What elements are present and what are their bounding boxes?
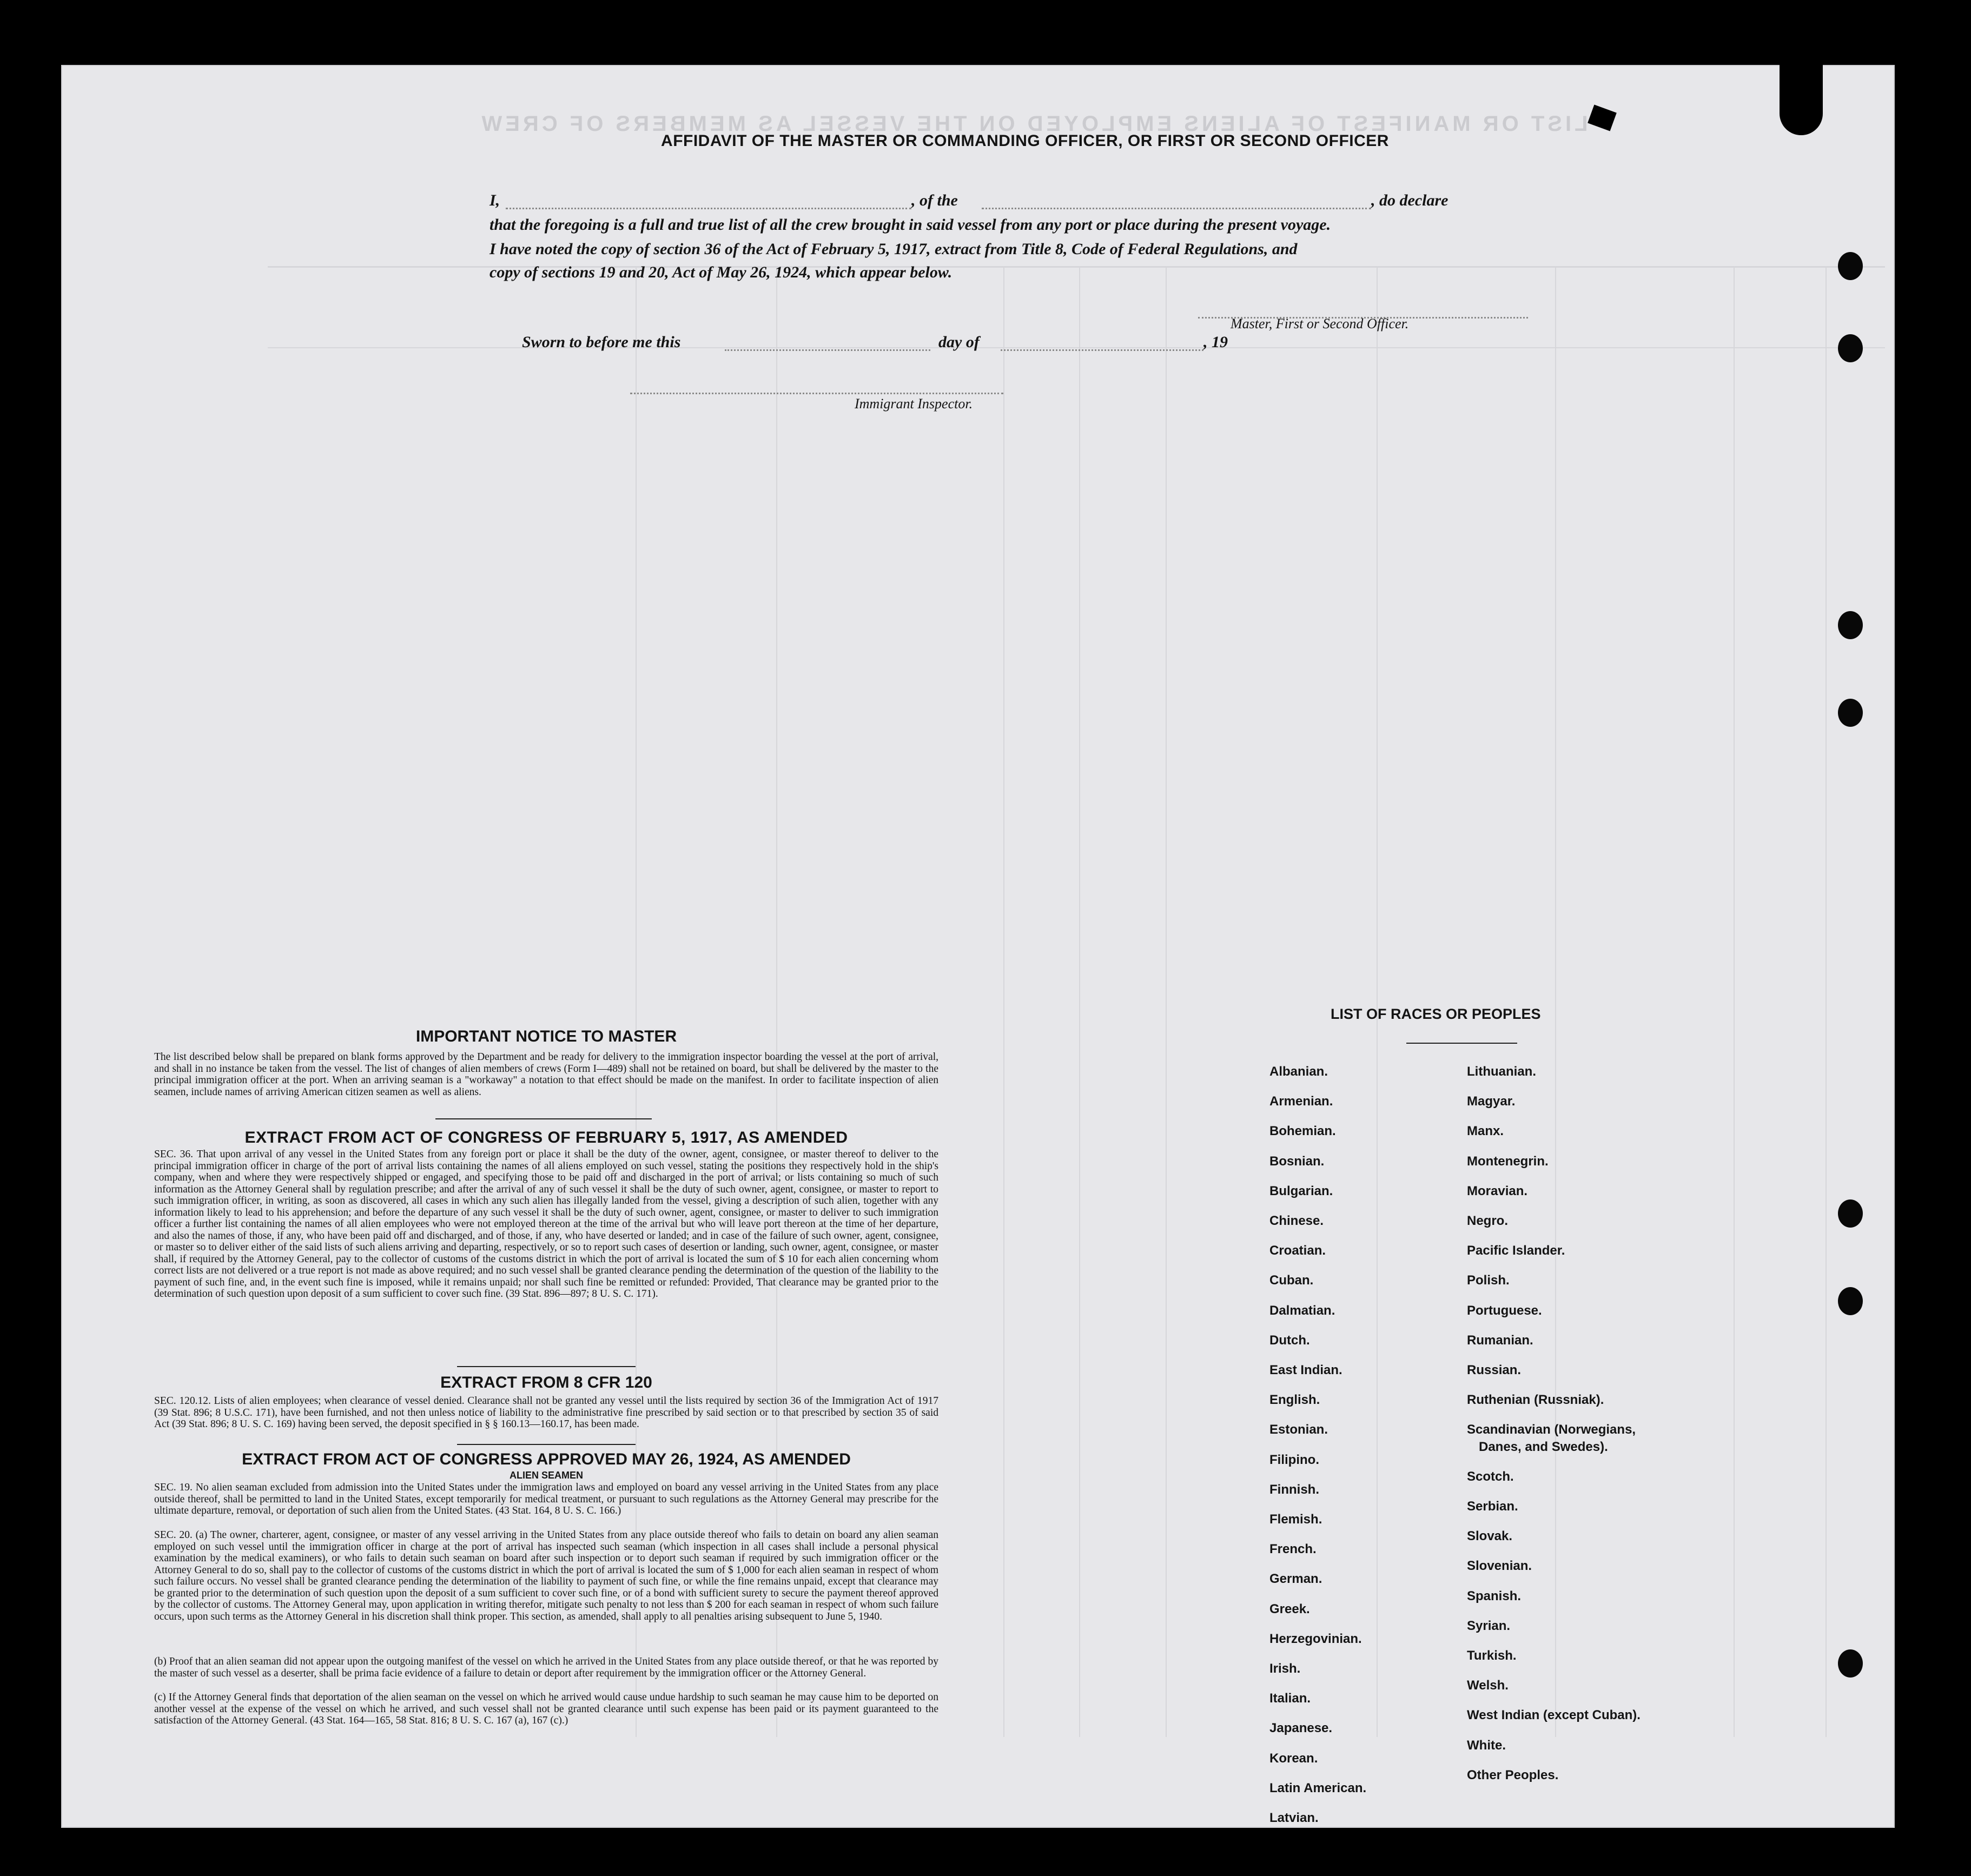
- race-item: German.: [1269, 1572, 1322, 1587]
- race-item: Polish.: [1467, 1273, 1510, 1288]
- race-item: East Indian.: [1269, 1363, 1342, 1378]
- inspector-signature-field[interactable]: [630, 381, 1003, 394]
- race-item: Slovenian.: [1467, 1559, 1532, 1574]
- affidavit-line-3: I have noted the copy of section 36 of the Act of February 5, 1917, extract from Title 8, Code of Federal Regulations, and: [490, 240, 1298, 258]
- race-item: Italian.: [1269, 1691, 1311, 1706]
- affidavit-of-the: , of the: [911, 191, 958, 209]
- binder-hole: [1838, 1287, 1863, 1315]
- race-item: Slovak.: [1467, 1529, 1513, 1544]
- master-signature-label: Master, First or Second Officer.: [1231, 316, 1409, 332]
- divider: [457, 1444, 636, 1445]
- binder-hole: [1838, 1649, 1863, 1678]
- affidavit-i: I,: [490, 191, 500, 209]
- race-item: French.: [1269, 1542, 1317, 1557]
- affidavit-line-4: copy of sections 19 and 20, Act of May 26, 1924, which appear below.: [490, 263, 953, 281]
- extract-1924-sec19: SEC. 19. No alien seaman excluded from admission into the United States under the immigration laws and employed on board any vessel arriving in the United States from any place outside thereof, shall be permitted to land in the United States, except temporarily for medical treatment, or pursuant to such regulations as the Attorney General may prescribe for the ultimate departure, removal, or deportation of such alien from the United States. (43 Stat. 164, 8 U. S. C. 166.): [154, 1482, 938, 1516]
- race-item: Scandinavian (Norwegians,: [1467, 1422, 1636, 1437]
- bleed-column: [1003, 266, 1004, 1737]
- race-item: West Indian (except Cuban).: [1467, 1708, 1641, 1723]
- race-item: Other Peoples.: [1467, 1767, 1559, 1782]
- race-item: Magyar.: [1467, 1094, 1516, 1109]
- bleed-through-title: LIST OR MANIFEST OF ALIENS EMPLOYED ON THE VESSEL AS MEMBERS OF CREW: [478, 112, 1588, 136]
- race-item: Spanish.: [1467, 1588, 1522, 1603]
- race-item: Chinese.: [1269, 1214, 1324, 1229]
- race-item: Montenegrin.: [1467, 1154, 1549, 1169]
- race-item: Lithuanian.: [1467, 1064, 1536, 1079]
- race-item: Manx.: [1467, 1124, 1504, 1139]
- year-label: , 19: [1203, 333, 1228, 351]
- race-item: Armenian.: [1269, 1094, 1333, 1109]
- race-item: Estonian.: [1269, 1422, 1328, 1437]
- bleed-column: [1826, 266, 1827, 1737]
- race-item: Dutch.: [1269, 1333, 1310, 1348]
- notice-body: The list described below shall be prepared on blank forms approved by the Department and be ready for delivery to the immigration inspector boarding the vessel at the port of arrival, and shall in no instance be taken from the vessel. The list of changes of alien members of crews (Form I—489) shall not be retained on board, but shall be delivered by the master to the principal immigration officer at the port. When an arriving seaman is a "workaway" a notation to that effect should be made on the manifest. In order to facilitate inspection of alien seamen, include names of arriving American citizen seamen as well as aliens.: [154, 1051, 938, 1098]
- race-item: Albanian.: [1269, 1064, 1328, 1079]
- race-item: Portuguese.: [1467, 1303, 1542, 1318]
- race-item: Finnish.: [1269, 1482, 1319, 1497]
- race-item: Ruthenian (Russniak).: [1467, 1393, 1604, 1408]
- inspector-signature-label: Immigrant Inspector.: [855, 396, 973, 412]
- race-item: Herzegovinian.: [1269, 1631, 1362, 1646]
- extract-cfr-title: EXTRACT FROM 8 CFR 120: [440, 1374, 652, 1391]
- race-item: Bosnian.: [1269, 1154, 1325, 1169]
- races-column-1: [1269, 1057, 1464, 1833]
- race-item: Bulgarian.: [1269, 1183, 1333, 1198]
- race-item: Cuban.: [1269, 1273, 1314, 1288]
- race-item: Japanese.: [1269, 1721, 1333, 1736]
- extract-1924-sec20a: SEC. 20. (a) The owner, charterer, agent, consignee, or master of any vessel arriving in the United States from any place outside thereof who fails to detain on board any alien seaman employed on such vessel until the immigration officer in charge at the port of arrival has inspected such seaman (which inspection in all cases shall include a personal physical examination by the medical examiners), or who fails to detain such seaman on board after such inspection or to deport such seaman if required by such immigration officer or the Attorney General to do so, shall pay to the collector of customs of the customs district in which the port of arrival is located the sum of $ 1,000 for each alien seaman in respect of whom such failure occurs. No vessel shall be granted clearance pending the determination of the liability to payment of such fine, or while the fine remains unpaid, except that clearance may be granted prior to the determination of such question upon the deposit of a sum sufficient to cover such fine, or of a bond with sufficient surety to secure the payment thereof approved by the collector of customs. The Attorney General may, upon application in writing therefor, mitigate such penalty to not less than $ 200 for each seaman in respect of whom such failure occurs, upon such terms as the Attorney General in his discretion shall think proper. This section, as amended, shall apply to all penalties arising subsequent to June 5, 1940.: [154, 1529, 938, 1622]
- extract-1917-title: EXTRACT FROM ACT OF CONGRESS OF FEBRUARY 5, 1917, AS AMENDED: [244, 1129, 848, 1146]
- affidavit-do-declare: , do declare: [1371, 191, 1449, 209]
- sworn-label: Sworn to before me this: [522, 333, 681, 351]
- affidavit-title: AFFIDAVIT OF THE MASTER OR COMMANDING OFFICER, OR FIRST OR SECOND OFFICER: [661, 132, 1389, 150]
- binder-hole: [1838, 334, 1863, 362]
- divider: [435, 1118, 652, 1119]
- extract-1924-sec20b: (b) Proof that an alien seaman did not appear upon the outgoing manifest of the vessel on which he arrived in the United States from any place outside thereof, or that he was reported by the master of such vessel as a deserter, shall be prima facie evidence of a failure to detain or deport after requirement by the immigration officer or the Attorney General.: [154, 1656, 938, 1679]
- form-sheet: [61, 65, 1895, 1828]
- race-item: Russian.: [1467, 1363, 1522, 1378]
- race-item: Korean.: [1269, 1751, 1318, 1766]
- race-item: Croatian.: [1269, 1243, 1326, 1258]
- race-item: Dalmatian.: [1269, 1303, 1335, 1318]
- race-item: Irish.: [1269, 1661, 1301, 1676]
- sworn-month-field[interactable]: [1001, 337, 1203, 351]
- divider: [457, 1366, 636, 1367]
- races-title: LIST OF RACES OR PEOPLES: [1331, 1006, 1541, 1022]
- race-item: Greek.: [1269, 1601, 1310, 1616]
- race-item: Danes, and Swedes).: [1479, 1439, 1608, 1454]
- bleed-column: [1166, 266, 1167, 1737]
- race-item: English.: [1269, 1393, 1320, 1408]
- race-item: Negro.: [1467, 1214, 1509, 1229]
- divider: [1406, 1043, 1517, 1044]
- race-item: Bohemian.: [1269, 1124, 1336, 1139]
- race-item: Syrian.: [1467, 1618, 1511, 1633]
- race-item: Latvian.: [1269, 1811, 1319, 1826]
- race-item: Turkish.: [1467, 1648, 1517, 1663]
- race-item: Filipino.: [1269, 1452, 1319, 1467]
- affidavit-line-2: that the foregoing is a full and true list of all the crew brought in said vessel from any port or place during the present voyage.: [490, 216, 1331, 234]
- race-item: Moravian.: [1467, 1183, 1528, 1198]
- binder-hole: [1838, 699, 1863, 727]
- torn-corner: [1780, 59, 1823, 135]
- extract-1917-body: SEC. 36. That upon arrival of any vessel in the United States from any foreign port or place it shall be the duty of the owner, agent, consignee, or master thereof to deliver to the principal immigration officer in charge of the port of arrival lists containing the names of all aliens employed on such vessel, stating the positions they respectively hold in the ship's company, when and where they were respectively shipped or engaged, and specifying those to be paid off and discharged in the port of arrival; or lists containing so much of such information as the Attorney General shall by regulation prescribe; and after the arrival of any of such vessel it shall be the duty of such owner, agent, consignee, or master to report to such immigration officer, in writing, as soon as discovered, all cases in which any such alien has illegally landed from the vessel, giving a description of such alien, together with any information likely to lead to his apprehension; and before the departure of any such vessel it shall be the duty of such owner, agent, consignee, or master to deliver to such immigration officer a further list containing the names of all alien employees who were not employed thereon at the time of the arrival but who will leave port thereon at the time of her departure, and also the names of those, if any, who have been paid off and discharged, and of those, if any, who have deserted or landed; and in case of the failure of such owner, agent, consignee, or master so to deliver either of the said lists of such aliens arriving and departing, respectively, or so to report such cases of desertion or landing, such owner, agent, consignee, or master shall, if required by the Attorney General, pay to the collector of customs of the customs district in which the port of arrival is located the sum of $ 10 for each alien concerning whom correct lists are not delivered or a true report is not made as above required; and no such vessel shall be granted clearance pending the determination of the question of the liability to the payment of such fine, and, in the event such fine is imposed, while it remains unpaid; nor shall such fine be remitted or refunded: Provided, That clearance may be granted prior to the determination of such question upon deposit of a sum sufficient to cover such fine. (39 Stat. 896—897; 8 U. S. C. 171).: [154, 1149, 938, 1300]
- race-item: White.: [1467, 1738, 1506, 1753]
- races-column-2: [1467, 1057, 1694, 1790]
- binder-hole: [1838, 611, 1863, 639]
- vessel-blank-field[interactable]: [982, 196, 1371, 209]
- extract-1924-title: EXTRACT FROM ACT OF CONGRESS APPROVED MAY 26, 1924, AS AMENDED: [242, 1450, 851, 1468]
- day-of-label: day of: [938, 333, 980, 351]
- extract-cfr-body: SEC. 120.12. Lists of alien employees; when clearance of vessel denied. Clearance shall not be granted any vessel until the lists required by section 36 of the Immigration Act of 1917 (39 Stat. 896; 8 U.S.C. 171), have been furnished, and not then unless notice of liability to the administrative fine prescribed by said section or to that prescribed by section 35 of said Act (39 Stat. 896; 8 U. S. C. 169) having been served, the deposit specified in § § 160.13—160.17, has been made.: [154, 1395, 938, 1430]
- race-item: Serbian.: [1467, 1499, 1518, 1514]
- binder-hole: [1838, 1199, 1863, 1228]
- race-item: Welsh.: [1467, 1678, 1509, 1693]
- extract-1924-subtitle: ALIEN SEAMEN: [509, 1470, 583, 1481]
- race-item: Pacific Islander.: [1467, 1243, 1565, 1258]
- notice-title: IMPORTANT NOTICE TO MASTER: [415, 1028, 677, 1045]
- binder-hole: [1838, 252, 1863, 280]
- bleed-column: [1734, 266, 1735, 1737]
- extract-1924-sec20c: (c) If the Attorney General finds that deportation of the alien seaman on the vessel on which he arrived would cause undue hardship to such seaman he may cause him to be deported on another vessel at the expense of the vessel on which he arrived, and such vessel shall not be granted clearance until such expense has been paid or its payment guaranteed to the satisfaction of the Attorney General. (43 Stat. 164—165, 58 Stat. 816; 8 U. S. C. 167 (a), 167 (c).): [154, 1692, 938, 1726]
- race-item: Scotch.: [1467, 1469, 1514, 1484]
- sworn-day-field[interactable]: [725, 337, 930, 351]
- name-blank-field[interactable]: [506, 196, 911, 209]
- race-item: Rumanian.: [1467, 1333, 1533, 1348]
- bleed-column: [1079, 266, 1080, 1737]
- race-item: Latin American.: [1269, 1780, 1367, 1795]
- race-item: Flemish.: [1269, 1512, 1322, 1527]
